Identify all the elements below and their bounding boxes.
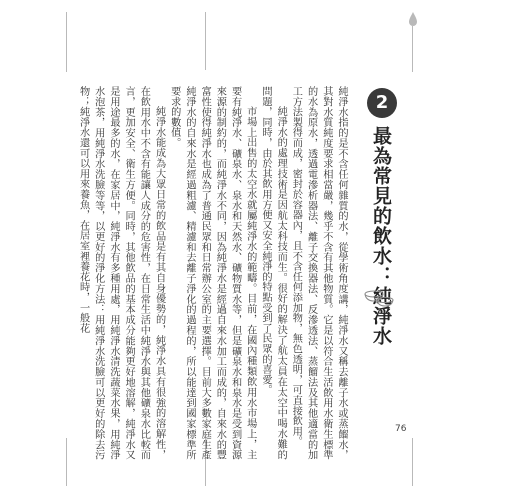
- guide-line-left-top: [66, 12, 67, 72]
- guide-line-center-top: [205, 12, 206, 70]
- paragraph-1: 純淨水指的是不含任何雜質的水，從學術角度講，純淨水又稱去離子水或蒸餾水，其對水質純度要求相當嚴，幾乎不含有其他物質。它是以符合生活飲用水衛生標準的水為原水，透過電滲析器法、離子交換器法、反滲透法、蒸餾法及其他適當的加工方法製得而成，密封於容器內，且不含任何添加物，無色透明，可直接飲用。: [290, 86, 347, 460]
- paragraph-2: 純淨水的處理技術是因航太科技而生。很好的解決了航太員在太空中喝水難的問題，同時，由於其飲用方便又安全純淨的特點受到了民眾的喜愛。: [259, 86, 287, 460]
- paragraph-4: 純淨水能成為大眾日常的飲品是有其自身優勢的，純淨水具有很強的溶解性，在飲用水中不含有能讓人成分的危害性，在日常生活中純淨水與其他礦泉水比較而言，更加安全、衛生方便。同時，其他飲品的基本成分能夠更好地溶解，純淨水又是用途最多的水，在家居中，純淨水有多種用處，用純淨水清洗蔬菜水果，用純淨水泡茶，用純淨水洗臉等等，以更好的淨化方法：用純淨水洗臉可以更好的除去污物；純淨水還可以用來養魚，在居室裡養花時，一般花: [77, 86, 165, 460]
- chapter-number: 2: [375, 92, 389, 113]
- droplet-icon: [409, 12, 417, 26]
- chapter-title: 最為常見的飲水：純淨水: [370, 126, 392, 346]
- guide-line-right-bottom: [412, 438, 413, 486]
- guide-line-right-top: [412, 26, 413, 72]
- guide-line-left-bottom: [66, 438, 67, 486]
- page-number: 76: [395, 424, 407, 434]
- body-text: [77, 86, 349, 460]
- tea-cups-icon: [363, 282, 395, 308]
- paragraph-3: 市場上出售的太空水就屬純淨水的範疇。目前，在國內種類飲用水市場上，主要有純淨水、礦泉水、泉水和天然水、礦物質水等，但是礦泉水和泉水是受到資源來源的制約的，而純淨水不同，因為純淨水是經過自來水加工而成的，自來水的豐富性使得純淨水也成為了普通民眾和日常辦公室的主要選擇。目前大多數家庭生產純淨水的自來水是經過粗濾、精濾和去離子淨化的過程的，所以能達到國家標準所要求的數值。: [168, 86, 256, 460]
- chapter-number-badge: [367, 88, 397, 118]
